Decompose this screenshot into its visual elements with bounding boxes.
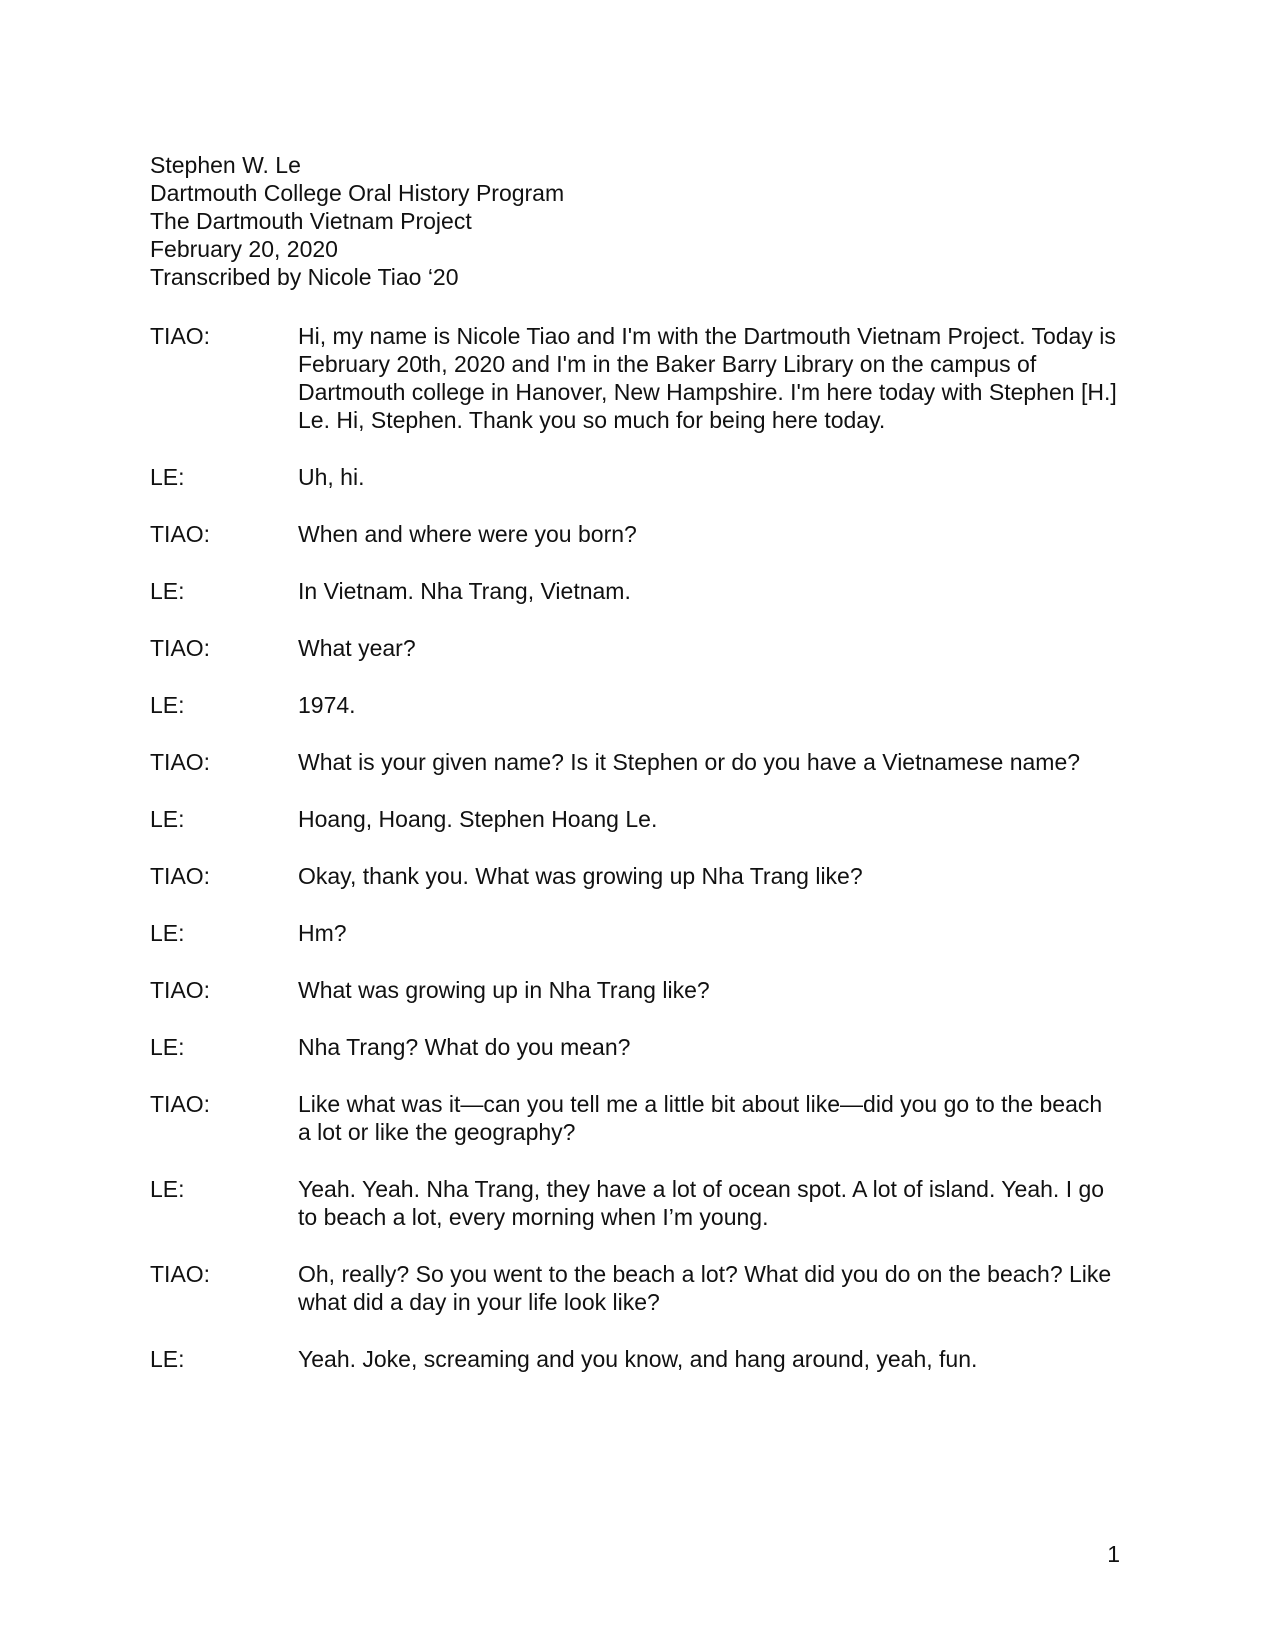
transcript [150,322,1120,1402]
speaker-label: TIAO: [150,1091,211,1117]
utterance-text: Hi, my name is Nicole Tiao and I'm with the Dartmouth Vietnam Project. Today is February 20th, 2020 and I'm in the Baker Barry Library on the campus of Dartmouth college in Hanover, New Hampshire. I'm here today with Stephen [H.] Le. Hi, Stephen. Thank you so much for being here today. [298,323,1117,433]
speaker-label: TIAO: [150,521,211,547]
transcript-turn [150,322,1120,434]
transcriber-credit: Transcribed by Nicole Tiao ‘20 [150,264,459,290]
transcript-turn [150,805,1120,833]
speaker-label: LE: [150,1034,185,1060]
transcript-turn [150,577,1120,605]
utterance-text: What year? [298,635,416,661]
speaker-label: TIAO: [150,863,211,889]
utterance-text: Yeah. Yeah. Nha Trang, they have a lot of ocean spot. A lot of island. Yeah. I go to beach a lot, every morning when I’m young. [298,1176,1105,1230]
speaker-label: LE: [150,806,185,832]
transcript-turn [150,1033,1120,1061]
speaker-label: LE: [150,464,185,490]
utterance-text: In Vietnam. Nha Trang, Vietnam. [298,578,631,604]
utterance-text: Yeah. Joke, screaming and you know, and hang around, yeah, fun. [298,1346,978,1372]
speaker-label: TIAO: [150,323,211,349]
utterance-text: Hm? [298,920,347,946]
speaker-label: TIAO: [150,1261,211,1287]
speaker-label: TIAO: [150,977,211,1003]
document-header [150,151,1100,291]
program-name: Dartmouth College Oral History Program [150,180,565,206]
transcript-turn [150,748,1120,776]
transcript-turn [150,691,1120,719]
utterance-text: Okay, thank you. What was growing up Nha Trang like? [298,863,863,889]
transcript-turn [150,463,1120,491]
utterance-text: When and where were you born? [298,521,637,547]
page-number: 1 [1107,1541,1120,1567]
speaker-label: LE: [150,578,185,604]
speaker-label: LE: [150,920,185,946]
speaker-label: LE: [150,692,185,718]
utterance-text: Uh, hi. [298,464,365,490]
transcript-turn [150,1345,1120,1373]
transcript-turn [150,1090,1120,1146]
utterance-text: Nha Trang? What do you mean? [298,1034,631,1060]
transcript-turn [150,634,1120,662]
utterance-text: Like what was it—can you tell me a little bit about like—did you go to the beach a lot or like the geography? [298,1091,1103,1145]
utterance-text: What is your given name? Is it Stephen or do you have a Vietnamese name? [298,749,1081,775]
transcript-turn [150,1260,1120,1316]
transcript-turn [150,862,1120,890]
utterance-text: Hoang, Hoang. Stephen Hoang Le. [298,806,658,832]
utterance-text: Oh, really? So you went to the beach a lot? What did you do on the beach? Like what did a day in your life look like? [298,1261,1112,1315]
project-name: The Dartmouth Vietnam Project [150,208,472,234]
interview-date: February 20, 2020 [150,236,338,262]
speaker-label: LE: [150,1176,185,1202]
narrator-name: Stephen W. Le [150,152,301,178]
transcript-turn [150,919,1120,947]
speaker-label: TIAO: [150,749,211,775]
speaker-label: TIAO: [150,635,211,661]
transcript-turn [150,520,1120,548]
utterance-text: What was growing up in Nha Trang like? [298,977,710,1003]
speaker-label: LE: [150,1346,185,1372]
transcript-turn [150,976,1120,1004]
transcript-turn [150,1175,1120,1231]
utterance-text: 1974. [298,692,356,718]
